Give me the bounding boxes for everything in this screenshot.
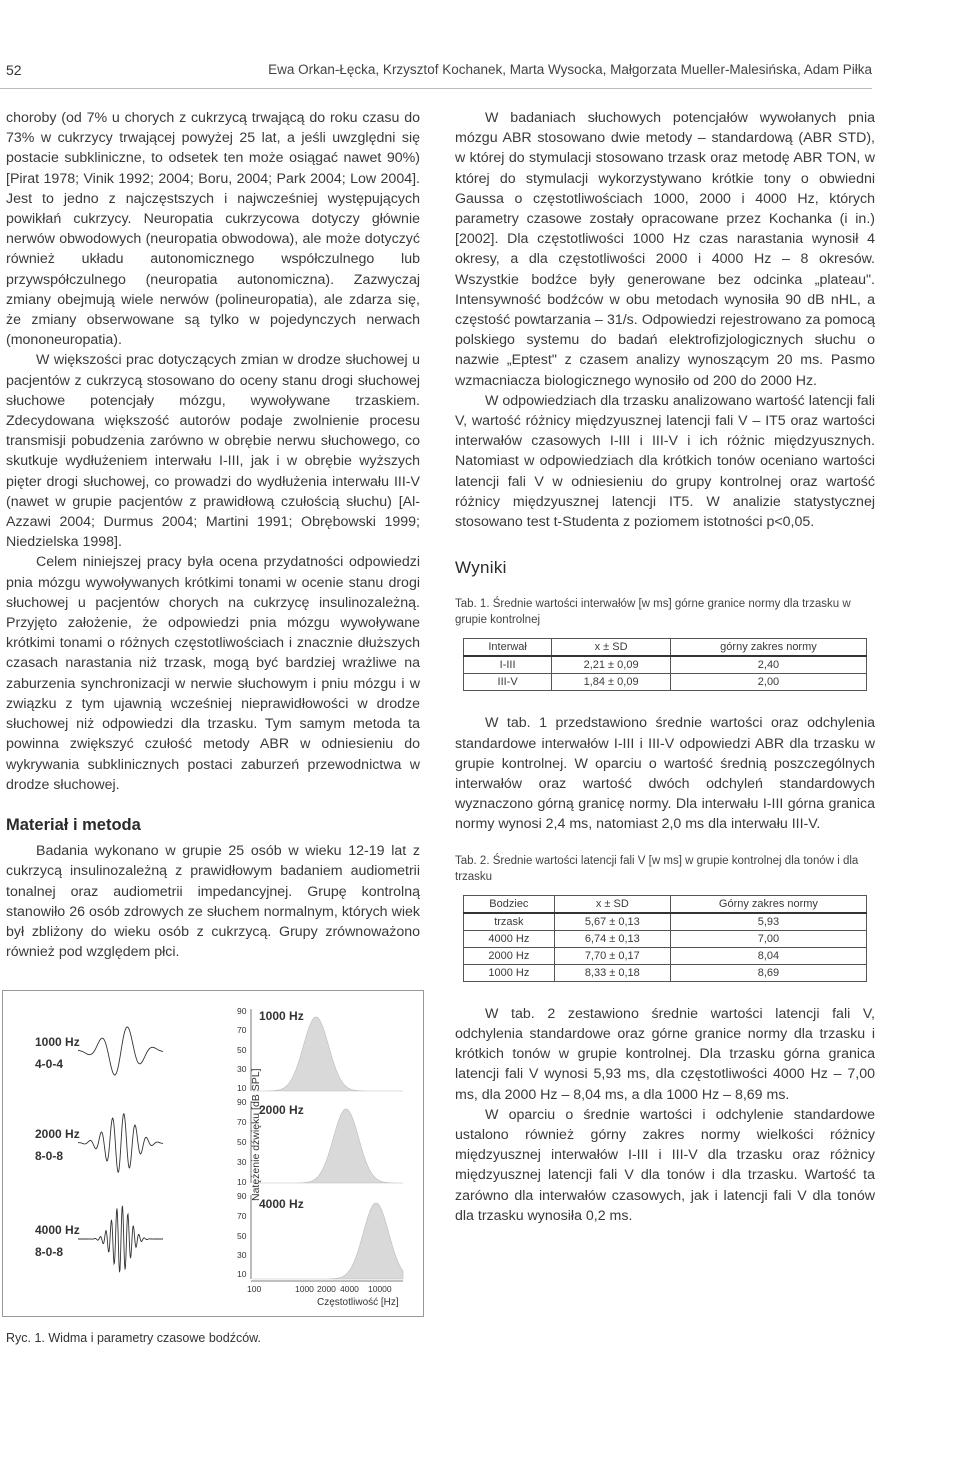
wave-freq-label: 1000 Hz [35, 1035, 80, 1049]
table-cell: 1,84 ± 0,09 [552, 674, 671, 691]
y-tick-label: 90 [237, 1191, 247, 1201]
right-paragraph-3: W tab. 1 przedstawiono średnie wartości oraz odchylenia standardowe interwałów I-III i III-V odpowiedzi ABR dla trzasku w grupie kontrolnej. W oparciu o wartość średnią poszczególnych interwałów oraz wartość dwóch odchyleń standardowych wyznaczono górną granicę normy. Dla interwału I-III górna granica normy wynosi 2,4 ms, natomiast 2,0 ms dla interwału III-V. [455, 715, 875, 833]
table-cell: trzask [464, 913, 555, 931]
x-tick-label: 2000 [317, 1284, 336, 1294]
table-2 [463, 895, 867, 982]
wave-params-label: 4-0-4 [35, 1057, 64, 1071]
table-row [464, 930, 867, 947]
table-cell: 5,93 [670, 913, 866, 931]
table-2-header: Górny zakres normy [670, 895, 866, 913]
table-2-caption: Tab. 2. Średnie wartości latencji fali V [w ms] w grupie kontrolnej dla tonów i dla trzasku [455, 854, 859, 883]
spectrum-curve [253, 1203, 403, 1279]
x-axis-title: Częstotliwość [Hz] [317, 1297, 399, 1308]
wave-freq-label: 2000 Hz [35, 1127, 80, 1141]
left-paragraph-4: Badania wykonano w grupie 25 osób w wieku 12-19 lat z cukrzycą insulinozależną z prawidłowym badaniem audiometrii tonalnej oraz audiometrii impedancyjnej. Grupę kontrolną stanowiło 26 osób zdrowych ze słuchem normalnym, których wiek był zbliżony do wieku osób z cukrzycą. Grupy zrównoważono również pod względem płci. [6, 843, 420, 961]
table-cell: III-V [464, 674, 552, 691]
table-cell: 2,40 [670, 656, 866, 674]
y-tick-label: 50 [237, 1137, 247, 1147]
table-cell: 1000 Hz [464, 964, 555, 981]
wave-freq-label: 4000 Hz [35, 1223, 80, 1237]
right-paragraph-1: W badaniach słuchowych potencjałów wywołanych pnia mózgu ABR stosowano dwie metody – standardową (ABR STD), w której do stymulacji stosowano trzask oraz metodę ABR TON, w której do stymulacji wykorzystywano krótkie tony o obwiedni Gaussa o częstotliwościach 1000, 2000 i 4000 Hz, których parametry czasowe zostały opracowane przez Kochanka (i in.) [2002]. Dla częstotliwości 1000 Hz czas narastania wynosił 4 okresy, a dla częstotliwości 2000 i 4000 Hz – 8 okresów. Wszystkie bodźce były generowane bez odcinka „plateau". Intensywność bodźców w obu metodach wynosiła 90 dB nHL, a częstość powtarzania – 31/s. Odpowiedzi rejestrowano za pomocą polskiego systemu do badań elektrofizjologicznych słuchu o nazwie „Eptest" z czasem analizy wynoszącym 20 ms. Pasmo wzmacniacza biologicznego wynosiło od 200 do 2000 Hz. [455, 110, 875, 389]
table-cell: 2,00 [670, 674, 866, 691]
right-paragraph-4: W tab. 2 zestawiono średnie wartości latencji fali V, odchylenia standardowe oraz górne granice normy dla trzasku i krótkich tonów w grupie kontrolnej. Dla trzasku górna granica latencji fali V wynosi 5,93 ms, dla częstotliwości 4000 Hz – 7,00 ms, dla 2000 Hz – 8,04 ms, a dla 1000 Hz – 8,69 ms. [455, 1005, 875, 1103]
section-title-materials: Materiał i metoda [6, 815, 141, 834]
table-cell: 8,04 [670, 947, 866, 964]
page-number: 52 [6, 62, 22, 78]
table-cell: 2000 Hz [464, 947, 555, 964]
table-1-header: górny zakres normy [670, 639, 866, 657]
left-paragraph-1: choroby (od 7% u chorych z cukrzycą trwającą do roku czasu do 73% w cukrzycy trwającej powyżej 25 lat, a jeśli uwzględni się postacie subkliniczne, to odsetek ten może osiągać nawet 90%) [Pirat 1978; Vinik 1992; 2004; Boru, 2004; Park 2004; Low 2004]. Jest to jedno z najczęstszych i najwcześniej występujących powikłań cukrzycy. Neuropatia cukrzycowa dotyczy głównie nerwów obwodowych (neuropatia obwodowa), ale może dotyczyć również układu autonomicznego współczulnego lub przywspółczulnego (neuropatia autonomiczna). Zazwyczaj zmiany obejmują wiele nerwów (polineuropatia), ale zdarza się, że zmiany obserwowane są tylko w pojedynczych nerwach (mononeuropatia). [6, 110, 420, 349]
right-paragraph-5: W oparciu o średnie wartości i odchylenie standardowe ustalono również górny zakres normy wielkości różnicy międzyusznej interwałów I-III i III-V dla trzasku oraz różnicy międzyusznej latencji fali V dla tonów i dla trzasku. Wartość ta zarówno dla interwałów czasowych, jak i latencji fali V dla tonów dla trzasku wynosiła 0,2 ms. [455, 1106, 875, 1224]
table-row [464, 913, 867, 931]
table-2-header: x ± SD [554, 895, 670, 913]
figure-1 [2, 990, 424, 1317]
spectrum-label: 2000 Hz [259, 1103, 304, 1117]
header-rule [0, 88, 872, 89]
wave-params-label: 8-0-8 [35, 1245, 64, 1259]
table-cell: 8,33 ± 0,18 [554, 964, 670, 981]
tone-burst-waveform [78, 1206, 163, 1272]
y-tick-label: 10 [237, 1177, 247, 1187]
table-cell: 7,70 ± 0,17 [554, 947, 670, 964]
y-tick-label: 50 [237, 1045, 247, 1055]
left-paragraph-3: Celem niniejszej pracy była ocena przydatności odpowiedzi pnia mózgu wywoływanych krótkimi tonami w ocenie stanu drogi słuchowej u pacjentów chorych na cukrzycę insulinozależną. Przyjęto założenie, że odpowiedzi pnia mózgu wywoływane krótkimi tonami o różnych częstotliwościach i znacznie dłuższych czasach narastania niż trzask, mogą być bardziej wrażliwe na zaburzenia synchronizacji w nerwie słuchowym i pniu mózgu i w związku z tym ujawnią wcześniej nieprawidłowości w drodze słuchowej niż odpowiedzi dla trzasku. Tym samym metoda ta powinna zwiększyć czułość metody ABR w odniesieniu do wykrywania subklinicznych postaci zaburzeń przewodnictwa w drodze słuchowej. [6, 554, 420, 793]
tone-burst-waveform [78, 1114, 163, 1172]
y-tick-label: 90 [237, 1006, 247, 1016]
y-tick-label: 30 [237, 1064, 247, 1074]
y-tick-label: 10 [237, 1083, 247, 1093]
table-2-header: Bodziec [464, 895, 555, 913]
table-row [464, 674, 867, 691]
table-cell: 4000 Hz [464, 930, 555, 947]
wave-params-label: 8-0-8 [35, 1149, 64, 1163]
y-tick-label: 30 [237, 1250, 247, 1260]
y-tick-label: 70 [237, 1211, 247, 1221]
y-tick-label: 70 [237, 1025, 247, 1035]
x-tick-label: 10000 [368, 1284, 392, 1294]
y-tick-label: 30 [237, 1157, 247, 1167]
section-title-results: Wyniki [455, 558, 507, 578]
table-1-header: Interwał [464, 639, 552, 657]
right-paragraph-2: W odpowiedziach dla trzasku analizowano wartość latencji fali V, wartość różnicy międzyusznej latencji fali V – IT5 oraz wartości interwałów czasowych I-III i III-V i ich różnic międzyusznych. Natomiast w odpowiedziach dla krótkich tonów oceniano wartości latencji fali V w odniesieniu do grupy kontrolnej oraz wartość różnicy międzyusznej latencji IT5. W analizie statystycznej stosowano test t-Studenta z poziomem istotności p<0,05. [455, 392, 875, 531]
tone-burst-waveform [78, 1027, 163, 1075]
table-cell: 6,74 ± 0,13 [554, 930, 670, 947]
spectrum-label: 1000 Hz [259, 1009, 304, 1023]
table-row [464, 656, 867, 674]
left-paragraph-2: W większości prac dotyczących zmian w drodze słuchowej u pacjentów z cukrzycą stosowano do oceny stanu drogi słuchowej słuchowe potencjały mózgu, wywoływane trzaskiem. Zdecydowana większość autorów podaje zwolnienie procesu transmisji pobudzenia zarówno w obrębie nerwu słuchowego, co skutkuje wydłużeniem interwału I-III, jak i w obrębie wyższych pięter drogi słuchowej, co prowadzi do wydłużenia interwału III-V (nawet w grupie pacjentów z prawidłową czułością słuchu) [Al-Azzawi 2004; Durmus 2004; Martini 1991; Obrębowski 1999; Niedzielska 1998]. [6, 352, 420, 551]
left-column [6, 108, 420, 962]
y-tick-label: 10 [237, 1269, 247, 1279]
table-row [464, 947, 867, 964]
figure-1-caption: Ryc. 1. Widma i parametry czasowe bodźców. [6, 1331, 261, 1345]
x-tick-label: 1000 [295, 1284, 314, 1294]
table-1 [463, 638, 867, 691]
table-row [464, 964, 867, 981]
y-tick-label: 70 [237, 1117, 247, 1127]
x-tick-label: 100 [247, 1284, 262, 1294]
table-cell: 2,21 ± 0,09 [552, 656, 671, 674]
y-tick-label: 90 [237, 1097, 247, 1107]
table-cell: I-III [464, 656, 552, 674]
table-1-header: x ± SD [552, 639, 671, 657]
y-axis-title: Natężenie dźwięku [dB SPL] [250, 1068, 262, 1201]
y-tick-label: 50 [237, 1231, 247, 1241]
right-column [455, 108, 875, 1226]
spectrum-label: 4000 Hz [259, 1197, 304, 1211]
table-cell: 8,69 [670, 964, 866, 981]
table-cell: 5,67 ± 0,13 [554, 913, 670, 931]
table-1-caption: Tab. 1. Średnie wartości interwałów [w ms] górne granice normy dla trzasku w grupie kontrolnej [455, 598, 851, 627]
spectrum-curve [253, 1109, 403, 1183]
x-tick-label: 4000 [340, 1284, 359, 1294]
table-cell: 7,00 [670, 930, 866, 947]
running-head-authors: Ewa Orkan-Łęcka, Krzysztof Kochanek, Marta Wysocka, Małgorzata Mueller-Malesińska, Adam Piłka [268, 62, 872, 77]
spectrum-curve [253, 1017, 403, 1091]
